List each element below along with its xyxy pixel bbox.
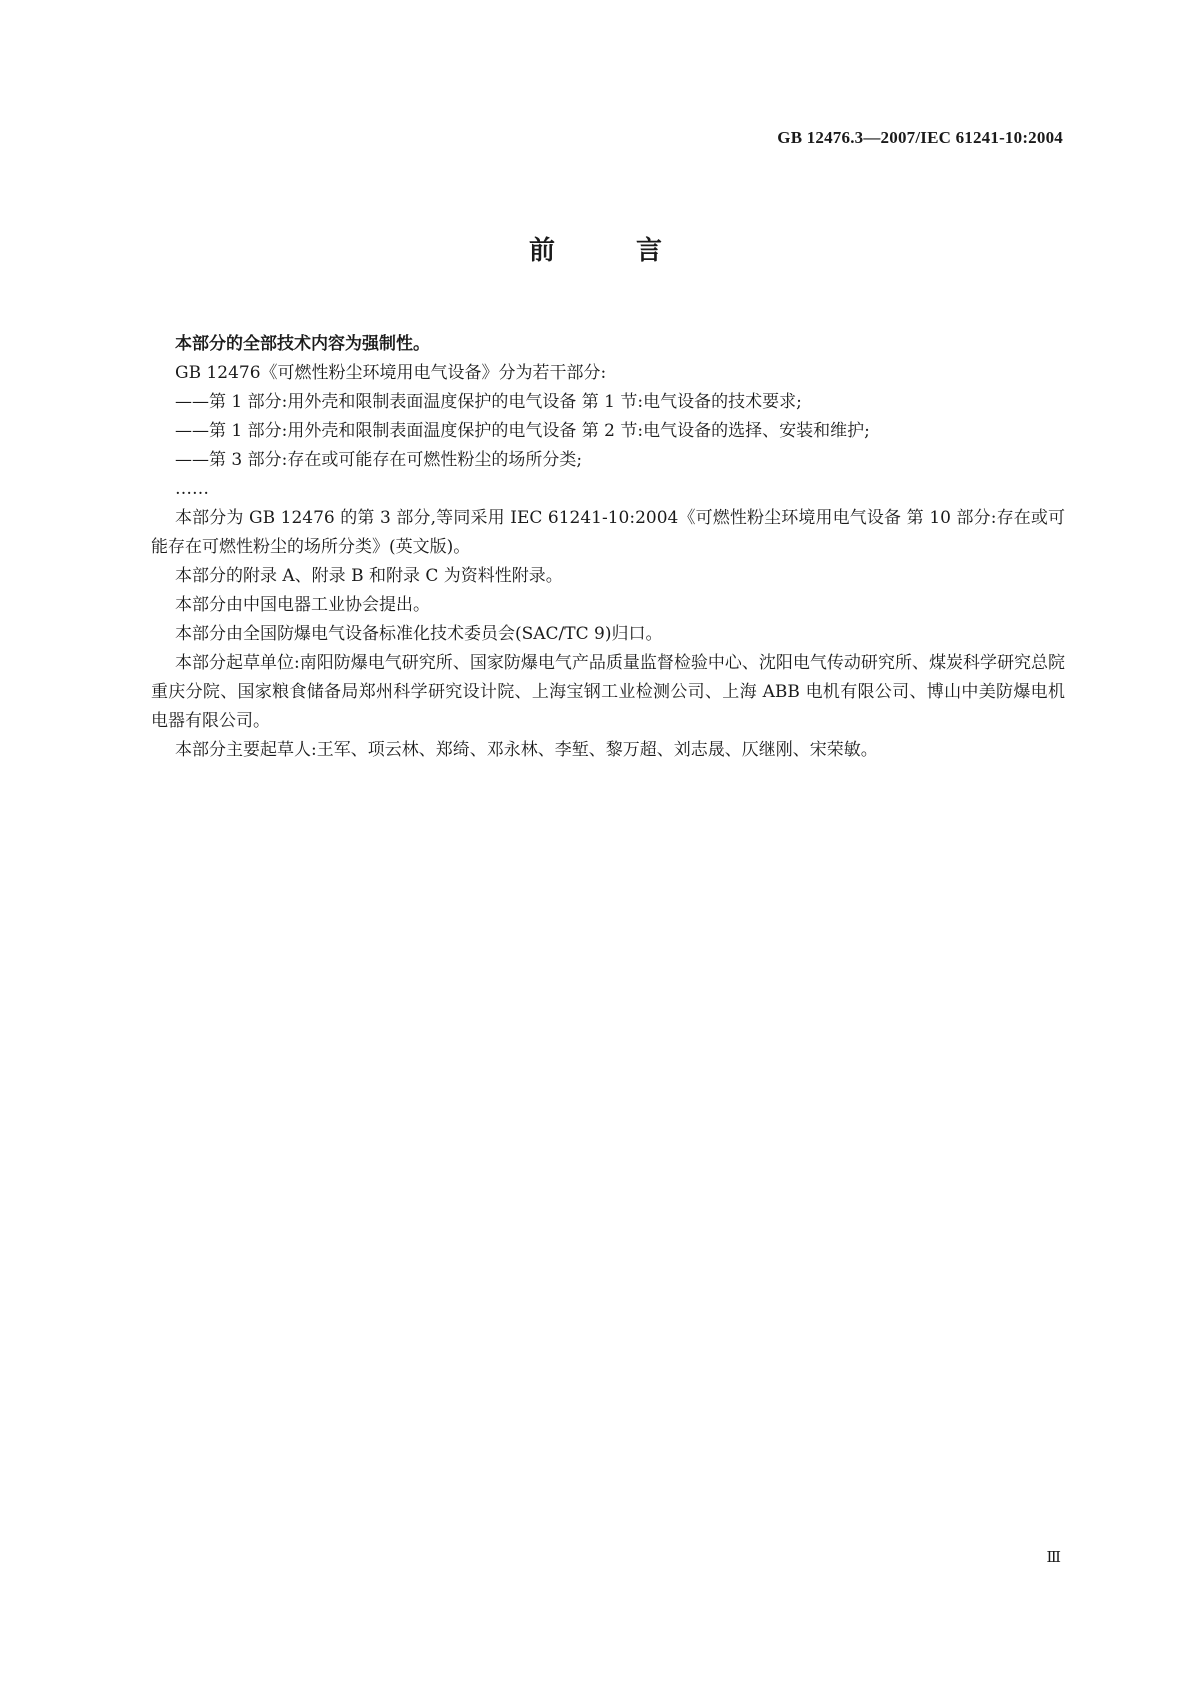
series-intro: GB 12476《可燃性粉尘环境用电气设备》分为若干部分: bbox=[175, 363, 607, 383]
foreword-body bbox=[151, 330, 1065, 765]
list-item: ——第 1 部分:用外壳和限制表面温度保护的电气设备 第 1 节:电气设备的技术要求; bbox=[175, 392, 802, 412]
centralized-by-statement: 本部分由全国防爆电气设备标准化技术委员会(SAC/TC 9)归口。 bbox=[175, 624, 663, 644]
page-number: Ⅲ bbox=[1046, 1550, 1061, 1566]
drafters-statement: 本部分主要起草人:王军、项云林、郑绮、邓永林、李堑、黎万超、刘志晟、仄继刚、宋荣敏。 bbox=[175, 740, 878, 760]
page-title: 前 言 bbox=[528, 236, 699, 266]
adoption-statement: 本部分为 GB 12476 的第 3 部分,等同采用 IEC 61241-10:2004《可燃性粉尘环境用电气设备 第 10 部分:存在或可能存在可燃性粉尘的场所分类》(英文版)。 bbox=[151, 508, 1065, 557]
mandatory-statement: 本部分的全部技术内容为强制性。 bbox=[175, 334, 430, 354]
drafting-units-statement: 本部分起草单位:南阳防爆电气研究所、国家防爆电气产品质量监督检验中心、沈阳电气传动研究所、煤炭科学研究总院重庆分院、国家粮食储备局郑州科学研究设计院、上海宝钢工业检测公司、上海 ABB 电机有限公司、博山中美防爆电机电器有限公司。 bbox=[151, 653, 1065, 731]
proposed-by-statement: 本部分由中国电器工业协会提出。 bbox=[175, 595, 430, 615]
list-item: ——第 1 部分:用外壳和限制表面温度保护的电气设备 第 2 节:电气设备的选择、安装和维护; bbox=[175, 421, 870, 441]
list-ellipsis: …… bbox=[175, 479, 209, 499]
standard-code: GB 12476.3—2007/IEC 61241-10:2004 bbox=[777, 128, 1063, 147]
list-item: ——第 3 部分:存在或可能存在可燃性粉尘的场所分类; bbox=[175, 450, 583, 470]
annex-statement: 本部分的附录 A、附录 B 和附录 C 为资料性附录。 bbox=[175, 566, 563, 586]
